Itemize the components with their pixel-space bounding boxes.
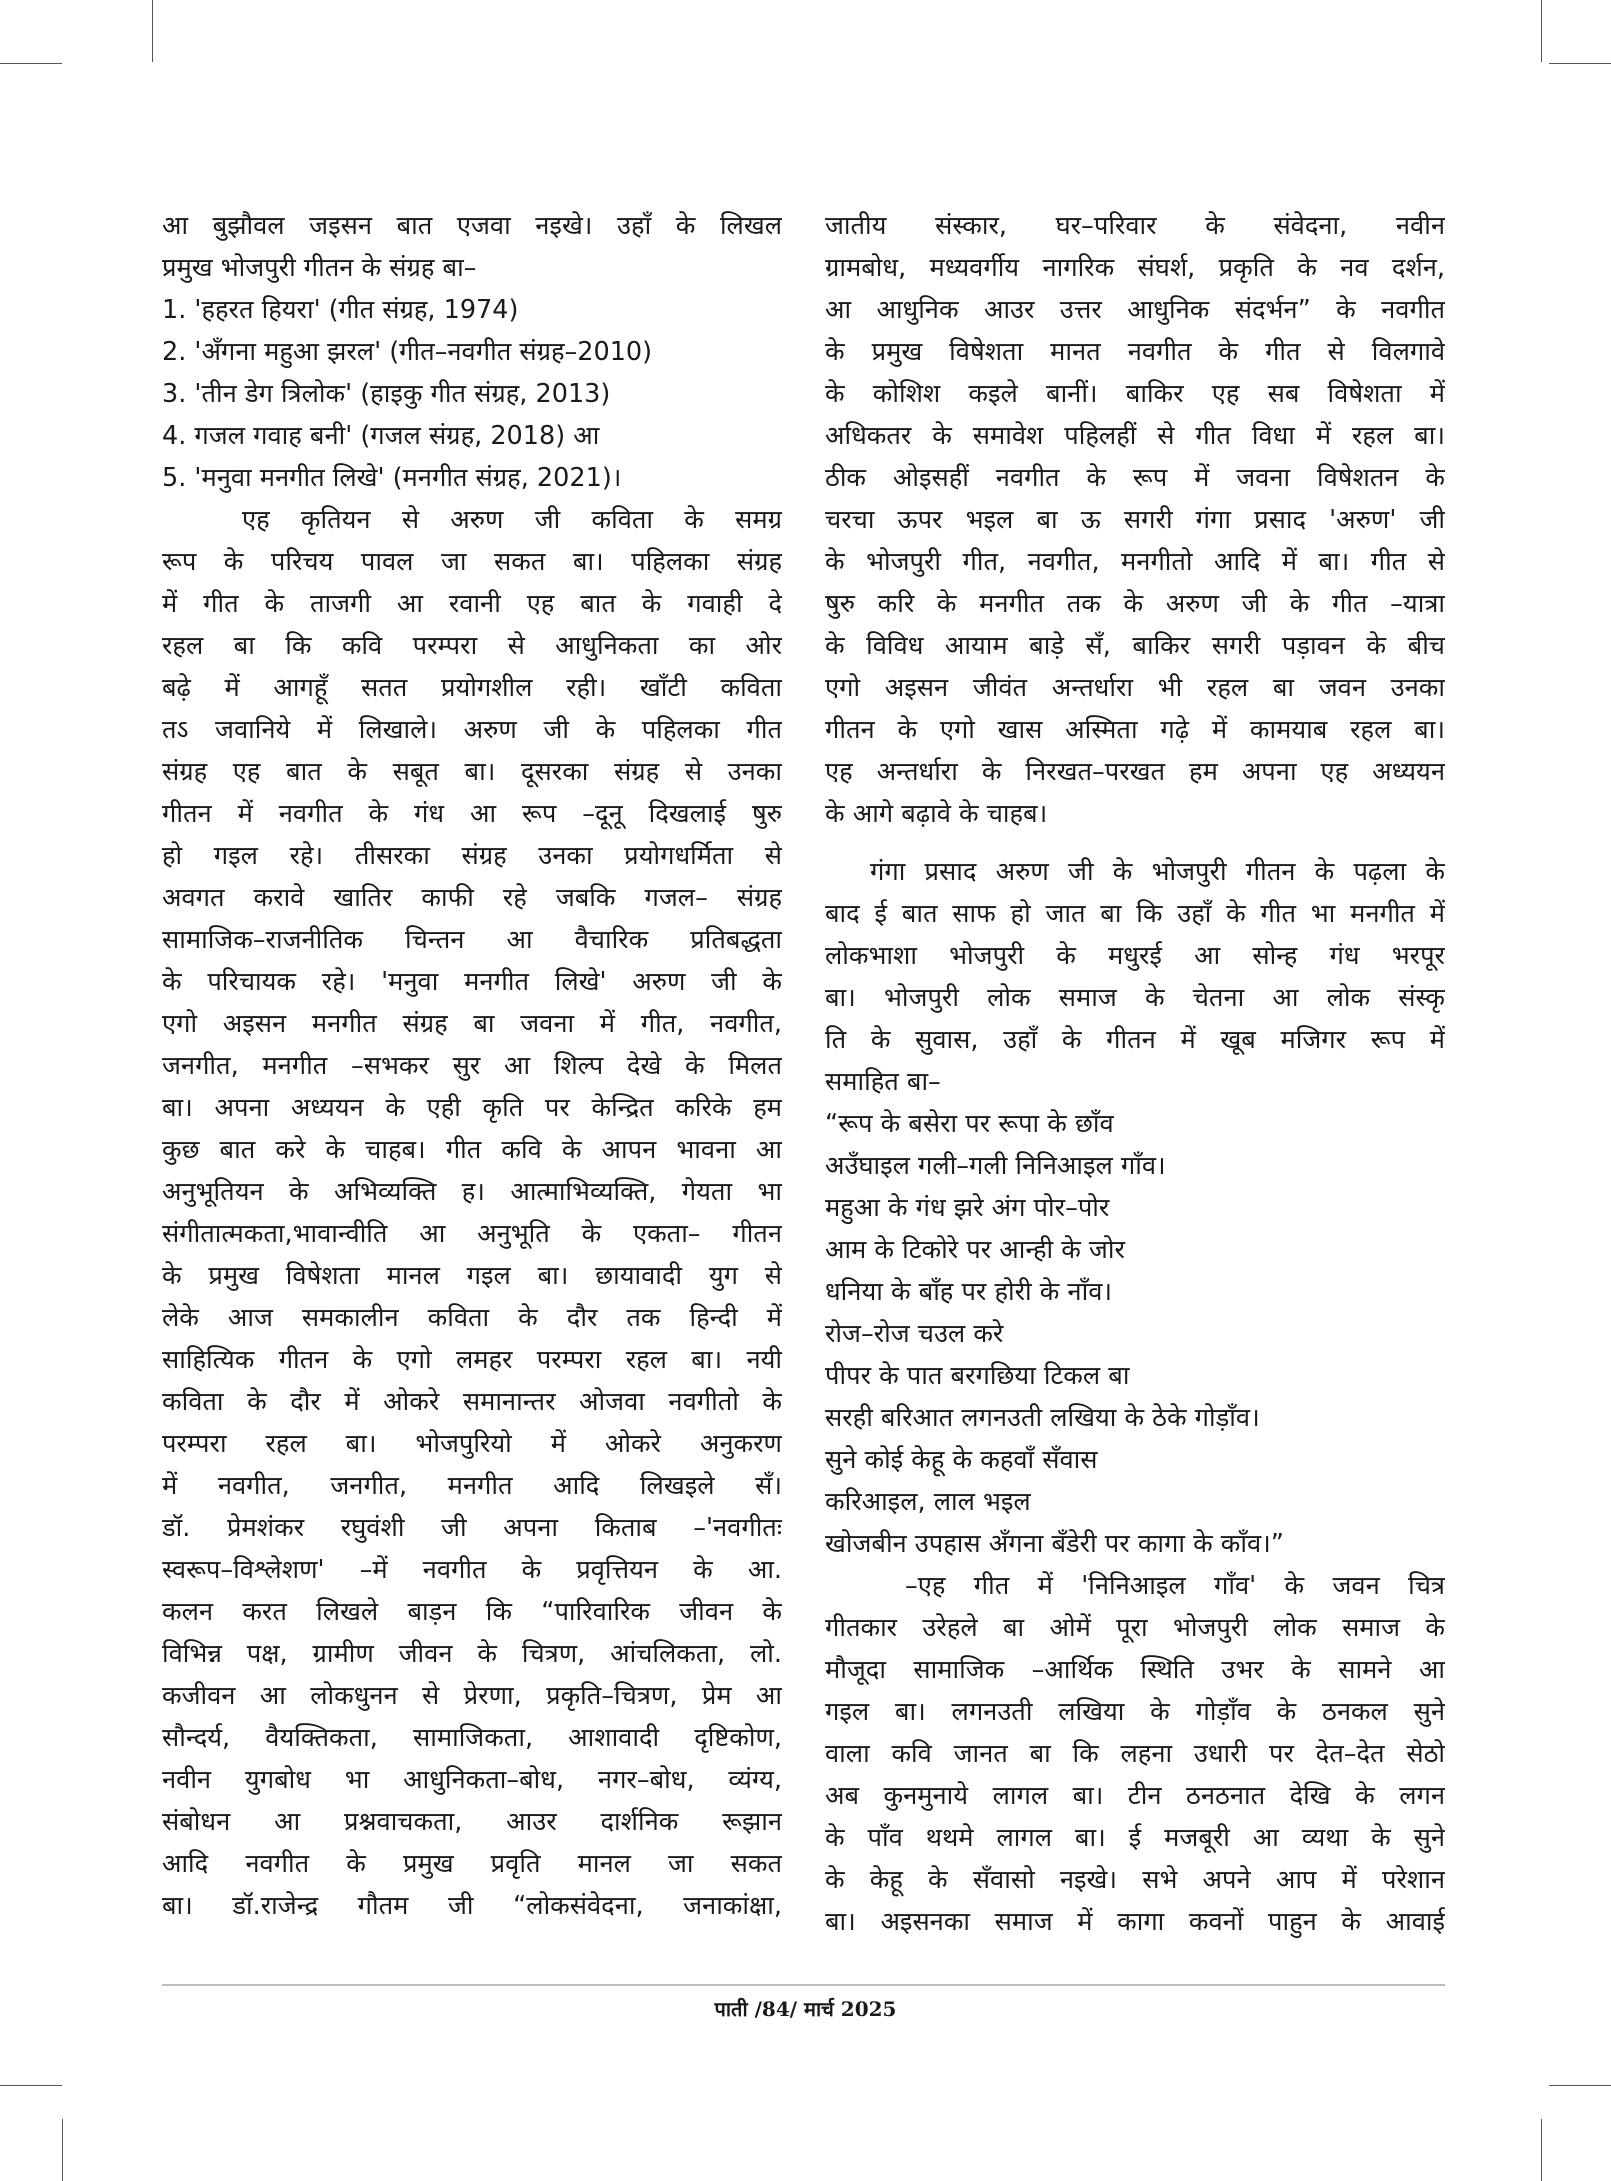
text-line: ठीक ओइसहीं नवगीत के रूप में जवना विषेशतन के	[825, 463, 1445, 493]
text-line: के कोशिश कइले बानीं। बाकिर एह सब विषेशता में	[825, 379, 1445, 409]
crop-mark	[1549, 63, 1611, 64]
text-line: समाहित बा–	[825, 1067, 941, 1097]
text-line: सुने कोई केहू के कहवाँ सँवास	[825, 1445, 1098, 1475]
text-line: षुरु करि के मनगीत तक के अरुण जी के गीत –यात्रा	[825, 589, 1445, 619]
text-line: एह कृतियन से अरुण जी कविता के समग्र	[242, 505, 782, 535]
text-line: बढ़े में आगहूँ सतत प्रयोगशील रही। खाँटी कविता	[162, 673, 782, 703]
text-line: एह अन्तर्धारा के निरखत–परखत हम अपना एह अध्ययन	[825, 757, 1445, 787]
text-line: 1. 'हहरत हियरा' (गीत संग्रह, 1974)	[162, 295, 519, 325]
text-line: में गीत के ताजगी आ रवानी एह बात के गवाही दे	[162, 589, 782, 619]
text-line: एगो अइसन जीवंत अन्तर्धारा भी रहल बा जवन उनका	[825, 673, 1445, 703]
text-line: के प्रमुख विषेशता मानत नवगीत के गीत से विलगावे	[825, 337, 1445, 367]
page-footer: पाती /84/ मार्च 2025	[714, 1997, 897, 2021]
crop-mark	[0, 2085, 62, 2086]
text-line: आ बुझौवल जइसन बात एजवा नइखे। उहाँ के लिखल	[162, 211, 782, 241]
right-text-column	[825, 205, 1445, 1943]
text-line: 5. 'मनुवा मनगीत लिखे' (मनगीत संग्रह, 2021)।	[162, 463, 622, 493]
left-text-column	[162, 205, 782, 1927]
text-line: कजीवन आ लोकधुनन से प्रेरणा, प्रकृति–चित्रण, प्रेम आ	[162, 1681, 782, 1711]
text-line: सामाजिक–राजनीतिक चिन्तन आ वैचारिक प्रतिबद्धता	[162, 925, 782, 955]
text-line: आदि नवगीत के प्रमुख प्रवृति मानल जा सकत	[162, 1849, 782, 1879]
text-line: अनुभूतियन के अभिव्यक्ति ह। आत्माभिव्यक्ति, गेयता भा	[162, 1177, 782, 1207]
text-line: रूप के परिचय पावल जा सकत बा। पहिलका संग्रह	[162, 547, 782, 577]
text-line: धनिया के बाँह पर होरी के नाँव।	[825, 1277, 1113, 1307]
text-line: चरचा ऊपर भइल बा ऊ सगरी गंगा प्रसाद 'अरुण' जी	[825, 505, 1445, 535]
text-line: वाला कवि जानत बा कि लहना उधारी पर देत–देत सेठो	[825, 1739, 1445, 1769]
footer-rule	[162, 1984, 1445, 1986]
text-line: स्वरूप–विश्लेशण' –में नवगीत के प्रवृत्तियन के आ.	[162, 1555, 782, 1585]
text-line: के भोजपुरी गीत, नवगीत, मनगीतो आदि में बा। गीत से	[825, 547, 1445, 577]
text-line: लेके आज समकालीन कविता के दौर तक हिन्दी में	[162, 1303, 782, 1333]
text-line: के पाँव थथमे लागल बा। ई मजबूरी आ व्यथा के सुने	[825, 1823, 1445, 1853]
crop-mark	[1541, 2119, 1542, 2181]
text-line: कलन करत लिखले बाड़न कि “पारिवारिक जीवन के	[162, 1597, 782, 1627]
text-line: अवगत करावे खातिर काफी रहे जबकि गजल– संग्रह	[162, 883, 782, 913]
crop-mark	[1549, 2085, 1611, 2086]
text-line: के परिचायक रहे। 'मनुवा मनगीत लिखे' अरुण जी के	[162, 967, 782, 997]
text-line: अधिकतर के समावेश पहिलहीं से गीत विधा में रहल बा।	[825, 421, 1445, 451]
text-line: करिआइल, लाल भइल	[825, 1487, 1031, 1517]
text-line: रहल बा कि कवि परम्परा से आधुनिकता का ओर	[162, 631, 782, 661]
text-line: आम के टिकोरे पर आन्ही के जोर	[825, 1235, 1125, 1265]
text-line: हो गइल रहे। तीसरका संग्रह उनका प्रयोगधर्मिता से	[162, 841, 782, 871]
text-line: 4. गजल गवाह बनी' (गजल संग्रह, 2018) आ	[162, 421, 600, 451]
text-line: बा। अइसनका समाज में कागा कवनों पाहुन के आवाई	[825, 1907, 1445, 1937]
text-line: संगीतात्मकता,भावान्वीति आ अनुभूति के एकता– गीतन	[162, 1219, 782, 1249]
text-line: रोज–रोज चउल करे	[825, 1319, 1004, 1349]
text-line: कविता के दौर में ओकरे समानान्तर ओजवा नवगीतो के	[162, 1387, 782, 1417]
crop-mark	[62, 2119, 63, 2181]
text-line: साहित्यिक गीतन के एगो लमहर परम्परा रहल बा। नयी	[162, 1345, 782, 1375]
text-line: के प्रमुख विषेशता मानल गइल बा। छायावादी युग से	[162, 1261, 782, 1291]
text-line: आ आधुनिक आउर उत्तर आधुनिक संदर्भन” के नवगीत	[825, 295, 1445, 325]
text-line: बा। अपना अध्ययन के एही कृति पर केन्द्रित करिके हम	[162, 1093, 782, 1123]
text-line: खोजबीन उपहास अँगना बँडेरी पर कागा के काँव।”	[825, 1529, 1285, 1559]
text-line: गीतन के एगो खास अस्मिता गढ़े में कामयाब रहल बा।	[825, 715, 1445, 745]
crop-mark	[152, 0, 153, 62]
text-line: महुआ के गंध झरे अंग पोर–पोर	[825, 1193, 1110, 1223]
text-line: विभिन्न पक्ष, ग्रामीण जीवन के चित्रण, आंचलिकता, लो.	[162, 1639, 782, 1669]
text-line: जनगीत, मनगीत –सभकर सुर आ शिल्प देखे के मिलत	[162, 1051, 782, 1081]
text-line: के आगे बढ़ावे के चाहब।	[825, 799, 1048, 829]
text-line: संग्रह एह बात के सबूत बा। दूसरका संग्रह से उनका	[162, 757, 782, 787]
text-line: सौन्दर्य, वैयक्तिकता, सामाजिकता, आशावादी दृष्टिकोण,	[162, 1723, 782, 1753]
crop-mark	[1541, 0, 1542, 62]
text-line: सरही बरिआत लगनउती लखिया के ठेके गोड़ाँव।	[825, 1403, 1260, 1433]
text-line: नवीन युगबोध भा आधुनिकता–बोध, नगर–बोध, व्यंग्य,	[162, 1765, 782, 1795]
text-line: 2. 'अँगना महुआ झरल' (गीत–नवगीत संग्रह–2010)	[162, 337, 653, 367]
text-line: प्रमुख भोजपुरी गीतन के संग्रह बा–	[162, 253, 477, 283]
text-line: अउँघाइल गली–गली निनिआइल गाँव।	[825, 1151, 1166, 1181]
text-line: “रूप के बसेरा पर रूपा के छाँव	[825, 1109, 1114, 1139]
text-line: डॉ. प्रेमशंकर रघुवंशी जी अपना किताब –'नवगीतः	[162, 1513, 782, 1543]
text-line: पीपर के पात बरगछिया टिकल बा	[825, 1361, 1130, 1391]
crop-mark	[0, 63, 62, 64]
text-line: कुछ बात करे के चाहब। गीत कवि के आपन भावना आ	[162, 1135, 782, 1165]
text-line: परम्परा रहल बा। भोजपुरियो में ओकरे अनुकरण	[162, 1429, 782, 1459]
text-line: संबोधन आ प्रश्नवाचकता, आउर दार्शनिक रूझान	[162, 1807, 782, 1837]
text-line: लोकभाशा भोजपुरी के मधुरई आ सोन्ह गंध भरपूर	[825, 941, 1445, 971]
text-line: ति के सुवास, उहाँ के गीतन में खूब मजिगर रूप में	[825, 1025, 1445, 1055]
text-line: एगो अइसन मनगीत संग्रह बा जवना में गीत, नवगीत,	[162, 1009, 782, 1039]
paragraph-gap	[825, 835, 1445, 851]
text-line: गंगा प्रसाद अरुण जी के भोजपुरी गीतन के पढ़ला के	[870, 857, 1445, 887]
text-line: गीतकार उरेहले बा ओमें पूरा भोजपुरी लोक समाज के	[825, 1613, 1445, 1643]
text-line: के विविध आयाम बाड़े सँ, बाकिर सगरी पड़ावन के बीच	[825, 631, 1445, 661]
text-line: 3. 'तीन डेग त्रिलोक' (हाइकु गीत संग्रह, 2013)	[162, 379, 611, 409]
text-line: गइल बा। लगनउती लखिया के गोड़ाँव के ठनकल सुने	[825, 1697, 1445, 1727]
text-line: गीतन में नवगीत के गंध आ रूप –दूनू दिखलाई षुरु	[162, 799, 782, 829]
text-line: में नवगीत, जनगीत, मनगीत आदि लिखइले सँ।	[162, 1471, 782, 1501]
text-line: अब कुनमुनाये लागल बा। टीन ठनठनात देखि के लगन	[825, 1781, 1445, 1811]
text-line: बाद ई बात साफ हो जात बा कि उहाँ के गीत भा मनगीत में	[825, 899, 1445, 929]
text-line: मौजूदा सामाजिक –आर्थिक स्थिति उभर के सामने आ	[825, 1655, 1445, 1685]
text-line: ग्रामबोध, मध्यवर्गीय नागरिक संघर्श, प्रकृति के नव दर्शन,	[825, 253, 1445, 283]
text-line: –एह गीत में 'निनिआइल गाँव' के जवन चित्र	[905, 1571, 1445, 1601]
text-line: के केहू के सँवासो नइखे। सभे अपने आप में परेशान	[825, 1865, 1445, 1895]
text-line: जातीय संस्कार, घर–परिवार के संवेदना, नवीन	[825, 211, 1445, 241]
text-line: बा। भोजपुरी लोक समाज के चेतना आ लोक संस्कृ	[825, 983, 1445, 1013]
text-line: तऽ जवानिये में लिखाले। अरुण जी के पहिलका गीत	[162, 715, 782, 745]
text-line: बा। डॉ.राजेन्द्र गौतम जी “लोकसंवेदना, जनाकांक्षा,	[162, 1891, 782, 1921]
